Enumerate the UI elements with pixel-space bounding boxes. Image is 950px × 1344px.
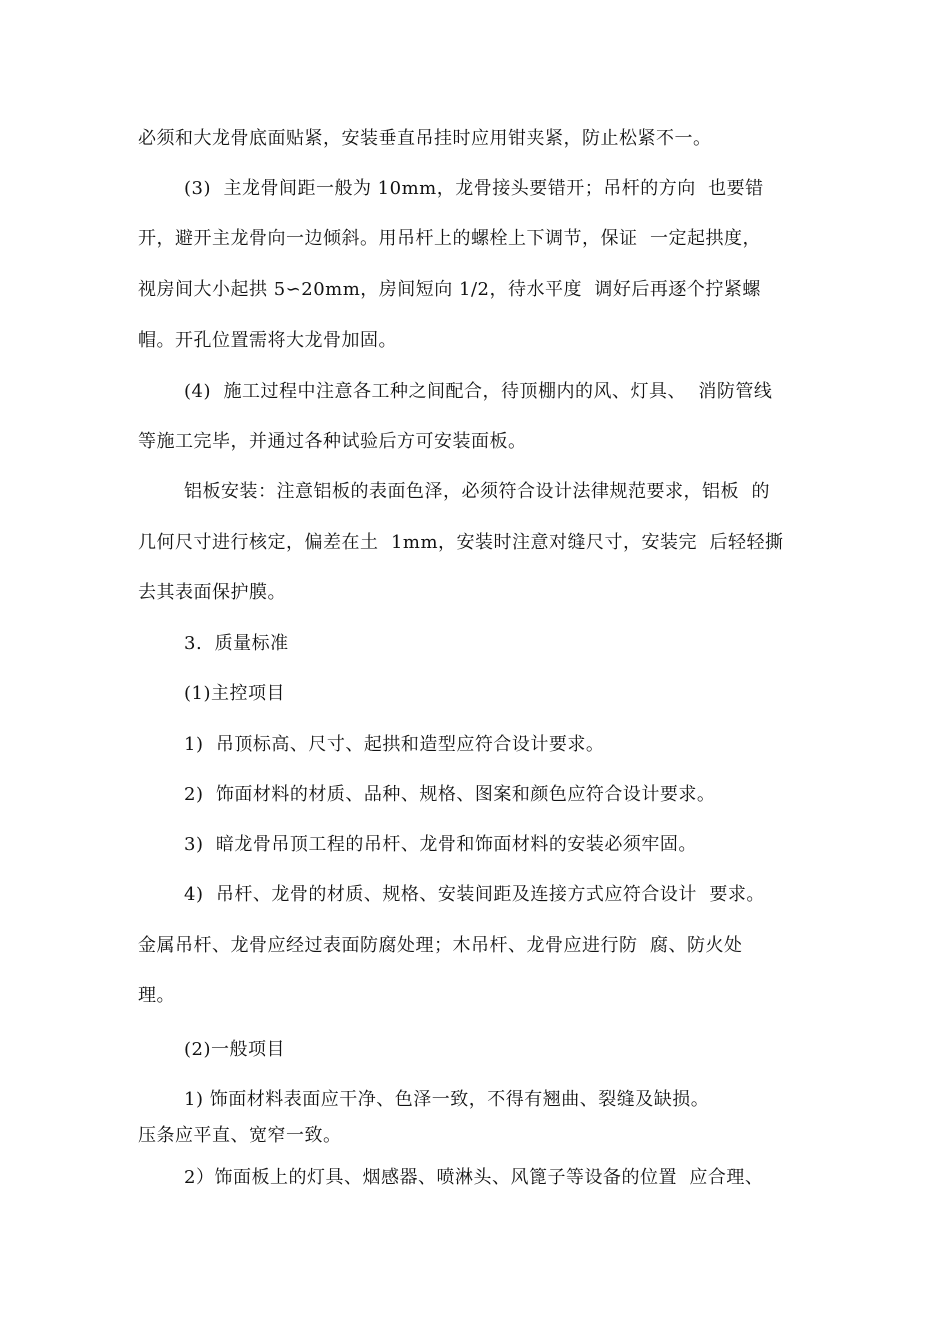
list-item: 3) 暗龙骨吊顶工程的吊杆、龙骨和饰面材料的安装必须牢固。 [184, 834, 697, 855]
text-line: 几何尺寸进行核定，偏差在土 1mm，安装时注意对缝尺寸，安装完 后轻轻撕 [138, 532, 784, 553]
text-line: 压条应平直、宽窄一致。 [138, 1125, 342, 1146]
text-line: (3) 主龙骨间距一般为 10mm，龙骨接头要错开；吊杆的方向 也要错 [184, 178, 764, 199]
list-item: 4) 吊杆、龙骨的材质、规格、安装间距及连接方式应符合设计 要求。 [184, 884, 765, 905]
subsection-heading: (2)一般项目 [184, 1039, 285, 1060]
text-line: 等施工完毕，并通过各种试验后方可安装面板。 [138, 431, 527, 452]
list-item: 1) 吊顶标高、尺寸、起拱和造型应符合设计要求。 [184, 734, 605, 755]
text-line: 金属吊杆、龙骨应经过表面防腐处理；木吊杆、龙骨应进行防 腐、防火处 [138, 935, 743, 956]
text-line: 铝板安装：注意铝板的表面色泽，必须符合设计法律规范要求，铝板 的 [184, 481, 770, 502]
text-line: (4) 施工过程中注意各工种之间配合，待顶棚内的风、灯具、 消防管线 [184, 381, 773, 402]
text-line: 必须和大龙骨底面贴紧，安装垂直吊挂时应用钳夹紧，防止松紧不一。 [138, 128, 712, 149]
list-item: 2) 饰面材料的材质、品种、规格、图案和颜色应符合设计要求。 [184, 784, 716, 805]
text-line: 帽。开孔位置需将大龙骨加固。 [138, 330, 397, 351]
section-heading: 3. 质量标准 [184, 633, 289, 654]
list-item: 2）饰面板上的灯具、烟感器、喷淋头、风篦子等设备的位置 应合理、 [184, 1167, 764, 1188]
text-line: 去其表面保护膜。 [138, 582, 286, 603]
list-item: 1) 饰面材料表面应干净、色泽一致，不得有翘曲、裂缝及缺损。 [184, 1089, 710, 1110]
subsection-heading: (1)主控项目 [184, 683, 285, 704]
text-line: 视房间大小起拱 5∽20mm，房间短向 1/2，待水平度 调好后再逐个拧紧螺 [138, 279, 761, 300]
text-line: 理。 [138, 985, 175, 1006]
text-line: 开，避开主龙骨向一边倾斜。用吊杆上的螺栓上下调节，保证 一定起拱度， [138, 228, 761, 249]
